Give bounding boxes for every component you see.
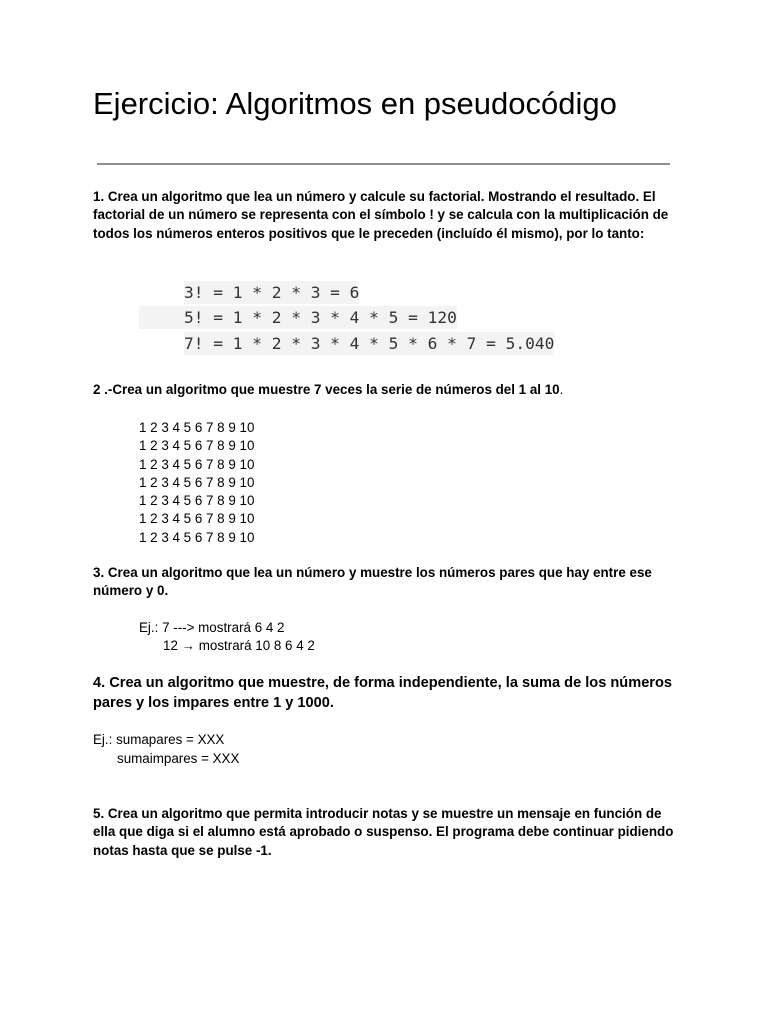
- series-line: 1 2 3 4 5 6 7 8 9 10: [139, 456, 255, 472]
- series-line: 1 2 3 4 5 6 7 8 9 10: [139, 438, 255, 454]
- series-line: 1 2 3 4 5 6 7 8 9 10: [139, 420, 255, 435]
- exercise-4-example-1: Ej.: sumapares = XXX: [93, 732, 225, 747]
- factorial-example-5: 5! = 1 * 2 * 3 * 4 * 5 = 120: [139, 306, 457, 329]
- factorial-example-7: 7! = 1 * 2 * 3 * 4 * 5 * 6 * 7 = 5.040: [184, 334, 555, 353]
- series-line: 1 2 3 4 5 6 7 8 9 10: [139, 474, 255, 490]
- factorial-example-3: 3! = 1 * 2 * 3 = 6: [184, 283, 360, 302]
- series-line: 1 2 3 4 5 6 7 8 9 10: [139, 493, 255, 509]
- exercise-3-text: 3. Crea un algoritmo que lea un número y muestre los números pares que hay entre ese número y 0.: [93, 565, 652, 599]
- number-series-list: [139, 419, 254, 547]
- exercise-2-trailing-period: .: [559, 382, 564, 397]
- exercise-3-example-2: 12 → mostrará 10 8 6 4 2: [163, 638, 315, 653]
- series-line: 1 2 3 4 5 6 7 8 9 10: [139, 529, 255, 545]
- exercise-2-heading: [93, 381, 683, 399]
- series-line: 1 2 3 4 5 6 7 8 9 10: [139, 511, 255, 527]
- exercise-5-text: 5. Crea un algoritmo que permita introducir notas y se muestre un mensaje en función de ella que diga si el alumno está aprobado o suspenso. El programa debe continuar pidiendo notas hasta que se pulse -1.: [93, 806, 674, 858]
- exercise-1-text: 1. Crea un algoritmo que lea un número y calcule su factorial. Mostrando el resultado. El factorial de un número se representa con el símbolo ! y se calcula con la multiplicación de todos los números enteros positivos que le preceden (incluído él mismo), por lo tanto:: [93, 189, 669, 241]
- title-divider: [97, 163, 670, 165]
- exercise-4-text: 4. Crea un algoritmo que muestre, de forma independiente, la suma de los números pares y los impares entre 1 y 1000.: [93, 675, 673, 711]
- page-title: Ejercicio: Algoritmos en pseudocódigo: [93, 86, 617, 121]
- exercise-2-text: 2 .-Crea un algoritmo que muestre 7 veces la serie de números del 1 al 10: [93, 382, 560, 397]
- exercise-4-example-2: sumaimpares = XXX: [117, 751, 240, 766]
- exercise-3-example-1: Ej.: 7 ---> mostrará 6 4 2: [139, 620, 285, 635]
